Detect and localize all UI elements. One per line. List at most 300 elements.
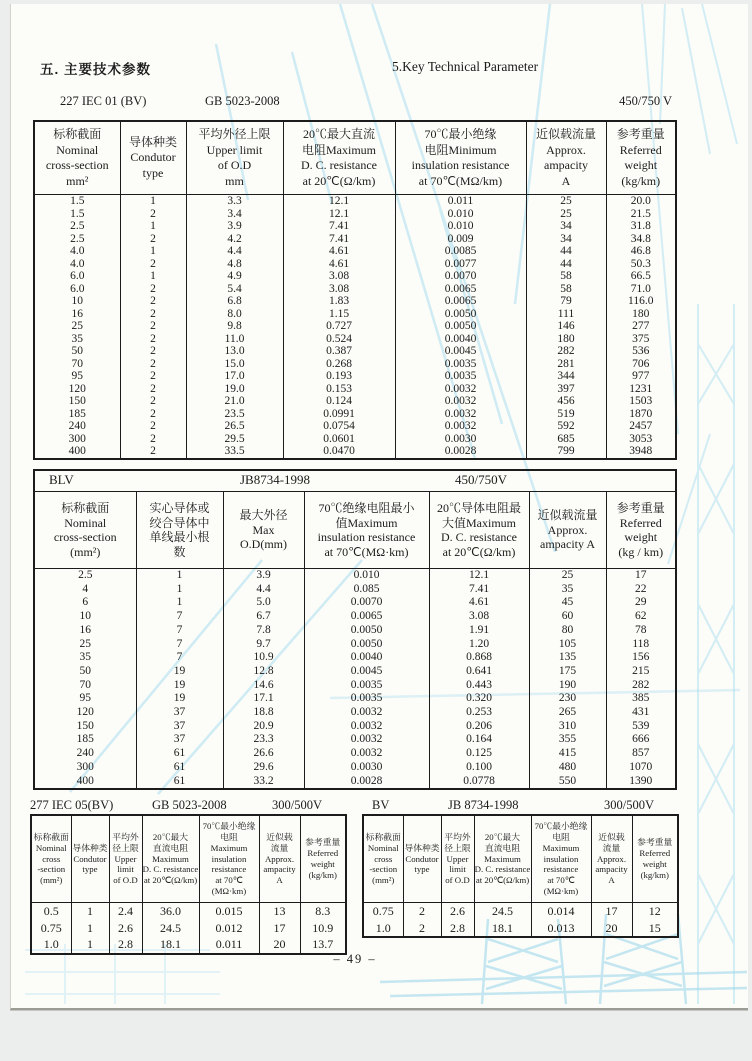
table-cell: 4	[34, 583, 136, 597]
table-cell: 6.7	[223, 610, 304, 624]
table-cell: 7	[136, 624, 223, 638]
table-cell: 29	[606, 596, 676, 610]
table-cell: 0.0601	[283, 433, 395, 446]
table-cell: 20	[259, 936, 300, 954]
table-cell: 0.0070	[395, 270, 526, 283]
column-header: 导体种类 Condutor type	[71, 815, 109, 903]
table-cell: 62	[606, 610, 676, 624]
table-cell: 3.3	[186, 195, 283, 208]
table-cell: 4.8	[186, 258, 283, 271]
table-cell: 17.0	[186, 370, 283, 383]
table-cell: 156	[606, 651, 676, 665]
table-cell: 95	[34, 370, 120, 383]
table-cell: 70	[34, 358, 120, 371]
table-cell: 1870	[606, 408, 676, 421]
table-row	[34, 638, 676, 652]
table-cell: 0.0045	[395, 345, 526, 358]
table-cell: 0.75	[363, 903, 403, 920]
column-header: 参考重量 Referred weight (kg / km)	[606, 492, 676, 569]
table-cell: 0.0085	[395, 245, 526, 258]
table-cell: 1.15	[283, 308, 395, 321]
table-cell: 0.0045	[304, 665, 429, 679]
table-cell: 17	[259, 920, 300, 937]
table-row	[34, 433, 676, 446]
table-cell: 2	[120, 295, 186, 308]
table-cell: 2	[120, 283, 186, 296]
table-row	[34, 583, 676, 597]
table-cell: 3.08	[283, 270, 395, 283]
table-cell: 29.5	[186, 433, 283, 446]
table-cell: 33.2	[223, 775, 304, 790]
table-cell: 9.8	[186, 320, 283, 333]
table-row	[34, 395, 676, 408]
table-cell: 36.0	[142, 903, 199, 920]
table-cell: 2	[120, 320, 186, 333]
table-row	[363, 903, 678, 920]
table-cell: 2	[120, 308, 186, 321]
column-header: 平均外 径上限 Upper limit of O.D	[441, 815, 474, 903]
cable-model: BV	[372, 798, 390, 812]
table-cell: 37	[136, 706, 223, 720]
table-cell: 0.443	[429, 679, 529, 693]
table-cell: 592	[526, 420, 606, 433]
table-row	[34, 720, 676, 734]
table-cell: 300	[34, 433, 120, 446]
table-cell: 0.0035	[304, 679, 429, 693]
table-cell: 0.727	[283, 320, 395, 333]
table-cell: 34	[526, 233, 606, 246]
table-cell: 12	[632, 903, 678, 920]
column-header: 参考重量 Referred weight (kg/km)	[632, 815, 678, 903]
column-header: 最大外径 Max O.D(mm)	[223, 492, 304, 569]
standard-number: JB8734-1998	[240, 472, 311, 487]
table-cell: 0.010	[395, 220, 526, 233]
table-cell: 240	[34, 420, 120, 433]
table-cell: 2.6	[109, 920, 142, 937]
table-cell: 1.5	[34, 195, 120, 208]
table-cell: 3.08	[283, 283, 395, 296]
table-cell: 0.206	[429, 720, 529, 734]
table-cell: 4.2	[186, 233, 283, 246]
column-header: 70℃绝缘电阻最小 值Maximum insulation resistance at 70℃(MΩ·km)	[304, 492, 429, 569]
table-cell: 0.0040	[395, 333, 526, 346]
table-cell: 26.5	[186, 420, 283, 433]
table-cell: 34	[526, 220, 606, 233]
table-cell: 2.8	[109, 936, 142, 954]
table-cell: 46.8	[606, 245, 676, 258]
table-cell: 2	[120, 383, 186, 396]
column-header: 近似载 流量 Approx. ampacity A	[259, 815, 300, 903]
table-cell: 0.0050	[395, 308, 526, 321]
table-cell: 44	[526, 258, 606, 271]
table-cell: 8.3	[300, 903, 346, 920]
table-cell: 66.5	[606, 270, 676, 283]
table-cell: 0.015	[199, 903, 259, 920]
table-cell: 0.014	[531, 903, 591, 920]
table-row	[34, 624, 676, 638]
table-cell: 480	[529, 761, 606, 775]
table-cell: 0.0470	[283, 445, 395, 459]
table-cell: 12.1	[283, 208, 395, 221]
table-cell: 4.4	[186, 245, 283, 258]
table-cell: 2	[120, 258, 186, 271]
table-cell: 10.9	[223, 651, 304, 665]
table-cell: 6	[34, 596, 136, 610]
table-cell: 0.0032	[304, 706, 429, 720]
table-cell: 58	[526, 270, 606, 283]
table-cell: 0.0035	[395, 358, 526, 371]
table-cell: 0.0065	[395, 295, 526, 308]
table-row	[31, 903, 346, 920]
table-cell: 0.164	[429, 733, 529, 747]
header-row	[31, 815, 346, 903]
table-cell: 1.20	[429, 638, 529, 652]
table-cell: 25	[529, 569, 606, 583]
header-row	[363, 815, 678, 903]
table-cell: 0.0032	[395, 383, 526, 396]
table-cell: 2	[120, 208, 186, 221]
column-header: 近似载流量 Approx. ampacity A	[526, 121, 606, 195]
table-cell: 550	[529, 775, 606, 790]
table-row	[34, 747, 676, 761]
table-cell: 150	[34, 395, 120, 408]
table-cell: 230	[529, 692, 606, 706]
table-cell: 26.6	[223, 747, 304, 761]
table-cell: 0.0050	[304, 624, 429, 638]
table-cell: 536	[606, 345, 676, 358]
table-row	[34, 692, 676, 706]
table-row	[34, 283, 676, 296]
table-cell: 25	[526, 195, 606, 208]
header-row	[34, 492, 676, 569]
table-cell: 0.0065	[304, 610, 429, 624]
table-row	[34, 569, 676, 583]
table-cell: 0.0028	[304, 775, 429, 790]
table-cell: 13	[259, 903, 300, 920]
table-cell: 519	[526, 408, 606, 421]
table-cell: 50.3	[606, 258, 676, 271]
column-header: 标称截面 Nominal cross-section mm²	[34, 121, 120, 195]
table-cell: 799	[526, 445, 606, 459]
table-cell: 0.524	[283, 333, 395, 346]
table-cell: 19.0	[186, 383, 283, 396]
standard-number: GB 5023-2008	[152, 798, 227, 812]
cable-model: BLV	[49, 472, 74, 487]
table-cell: 3948	[606, 445, 676, 459]
table-cell: 2.5	[34, 233, 120, 246]
table-cell: 120	[34, 706, 136, 720]
table-cell: 1	[120, 195, 186, 208]
table-row	[34, 358, 676, 371]
table-cell: 3053	[606, 433, 676, 446]
table-cell: 12.1	[283, 195, 395, 208]
table-cell: 23.3	[223, 733, 304, 747]
table-cell: 45	[529, 596, 606, 610]
column-header: 平均外 径上限 Upper limit of O.D	[109, 815, 142, 903]
table-cell: 2.5	[34, 220, 120, 233]
table-row	[34, 345, 676, 358]
table-cell: 12.8	[223, 665, 304, 679]
table-cell: 0.0065	[395, 283, 526, 296]
table-cell: 7.41	[283, 220, 395, 233]
table-cell: 265	[529, 706, 606, 720]
table-cell: 685	[526, 433, 606, 446]
table-row	[34, 665, 676, 679]
table-cell: 857	[606, 747, 676, 761]
table-cell: 37	[136, 733, 223, 747]
table-cell: 111	[526, 308, 606, 321]
table-cell: 50	[34, 665, 136, 679]
table-cell: 0.0032	[304, 733, 429, 747]
table-cell: 35	[34, 333, 120, 346]
table-cell: 7	[136, 638, 223, 652]
table-cell: 706	[606, 358, 676, 371]
table-cell: 215	[606, 665, 676, 679]
table-row	[34, 295, 676, 308]
table-cell: 5.0	[223, 596, 304, 610]
table-cell: 2	[120, 345, 186, 358]
table-cell: 0.012	[199, 920, 259, 937]
table-row	[34, 195, 676, 208]
table-cell: 35	[34, 651, 136, 665]
table-cell: 277	[606, 320, 676, 333]
table-cell: 1.5	[34, 208, 120, 221]
table-cell: 0.0030	[395, 433, 526, 446]
table-cell: 1	[71, 920, 109, 937]
table-cell: 175	[529, 665, 606, 679]
table-cell: 2.6	[441, 903, 474, 920]
table-cell: 0.0032	[395, 408, 526, 421]
table-cell: 1	[120, 270, 186, 283]
table-cell: 1	[120, 220, 186, 233]
table-cell: 2	[120, 408, 186, 421]
column-header: 20℃导体电阻最 大值Maximum D. C. resistance at 20℃(Ω/km)	[429, 492, 529, 569]
table-cell: 0.100	[429, 761, 529, 775]
table-cell: 95	[34, 692, 136, 706]
table-cell: 1	[136, 583, 223, 597]
column-header: 近似载 流量 Approx. ampacity A	[591, 815, 632, 903]
table-cell: 34.8	[606, 233, 676, 246]
technical-parameter-table-3	[30, 814, 347, 955]
table-cell: 78	[606, 624, 676, 638]
table-row	[34, 333, 676, 346]
table-cell: 0.124	[283, 395, 395, 408]
table-cell: 282	[526, 345, 606, 358]
table-cell: 456	[526, 395, 606, 408]
table-cell: 22	[606, 583, 676, 597]
table-cell: 397	[526, 383, 606, 396]
table-cell: 16	[34, 308, 120, 321]
table-cell: 44	[526, 245, 606, 258]
voltage-rating: 300/500V	[604, 798, 654, 812]
voltage-rating: 450/750 V	[619, 94, 672, 108]
table-cell: 2	[120, 445, 186, 459]
table-cell: 18.1	[142, 936, 199, 954]
table-cell: 0.0032	[304, 747, 429, 761]
table-cell: 17	[606, 569, 676, 583]
table-cell: 0.010	[395, 208, 526, 221]
table-cell: 375	[606, 333, 676, 346]
table-cell: 37	[136, 720, 223, 734]
table-cell: 21.5	[606, 208, 676, 221]
table-cell: 1	[120, 245, 186, 258]
table-cell: 7	[136, 651, 223, 665]
table-cell: 7.41	[283, 233, 395, 246]
table-cell: 18.1	[474, 920, 531, 938]
table-cell: 19	[136, 665, 223, 679]
column-header: 70℃最小绝缘 电阻Minimum insulation resistance at 70℃(MΩ/km)	[395, 121, 526, 195]
table-cell: 0.5	[31, 903, 71, 920]
column-header: 标称截面 Nominal cross -section (mm²)	[363, 815, 403, 903]
table-cell: 2	[120, 395, 186, 408]
table-cell: 31.8	[606, 220, 676, 233]
table-cell: 4.9	[186, 270, 283, 283]
table-cell: 60	[529, 610, 606, 624]
table-cell: 2457	[606, 420, 676, 433]
table-cell: 10	[34, 295, 120, 308]
table-cell: 116.0	[606, 295, 676, 308]
table-cell: 0.010	[304, 569, 429, 583]
standard-number: JB 8734-1998	[448, 798, 519, 812]
column-header: 20℃最大 直流电阻 Maximum D. C. resistance at 20℃(Ω/km)	[474, 815, 531, 903]
table-cell: 118	[606, 638, 676, 652]
column-header: 参考重量 Referred weight (kg/km)	[300, 815, 346, 903]
column-header: 20℃最大直流 电阻Maximum D. C. resistance at 20℃(Ω/km)	[283, 121, 395, 195]
table-cell: 25	[34, 638, 136, 652]
table-cell: 150	[34, 720, 136, 734]
table-cell: 0.011	[199, 936, 259, 954]
table2-title-row	[34, 470, 676, 492]
voltage-rating: 300/500V	[272, 798, 322, 812]
table-cell: 105	[529, 638, 606, 652]
table-cell: 355	[529, 733, 606, 747]
table-row	[34, 420, 676, 433]
table-cell: 1.83	[283, 295, 395, 308]
table-cell: 5.4	[186, 283, 283, 296]
table-row	[31, 936, 346, 954]
table-cell: 0.0077	[395, 258, 526, 271]
technical-parameter-table-1	[33, 120, 677, 460]
table-row	[34, 258, 676, 271]
table-cell: 11.0	[186, 333, 283, 346]
table-cell: 61	[136, 761, 223, 775]
header-row	[34, 121, 676, 195]
table-cell: 240	[34, 747, 136, 761]
table-cell: 21.0	[186, 395, 283, 408]
table-cell: 20.9	[223, 720, 304, 734]
table-cell: 120	[34, 383, 120, 396]
table-cell: 14.6	[223, 679, 304, 693]
table-row	[34, 775, 676, 790]
table-cell: 0.268	[283, 358, 395, 371]
table-cell: 2.5	[34, 569, 136, 583]
table-cell: 71.0	[606, 283, 676, 296]
table-cell: 29.6	[223, 761, 304, 775]
table-cell: 1	[71, 936, 109, 954]
table-row	[34, 233, 676, 246]
table-cell: 185	[34, 408, 120, 421]
table-cell: 1.0	[363, 920, 403, 938]
table-cell: 415	[529, 747, 606, 761]
column-header: 参考重量 Referred weight (kg/km)	[606, 121, 676, 195]
table-cell: 2	[120, 333, 186, 346]
table-cell: 0.193	[283, 370, 395, 383]
table-cell: 190	[529, 679, 606, 693]
table-cell: 2	[120, 233, 186, 246]
table-cell: 0.0778	[429, 775, 529, 790]
table-cell: 135	[529, 651, 606, 665]
table-cell: 3.9	[223, 569, 304, 583]
table-row	[34, 679, 676, 693]
table-cell: 0.253	[429, 706, 529, 720]
table-cell: 0.013	[531, 920, 591, 938]
table-cell: 70	[34, 679, 136, 693]
table-row	[31, 920, 346, 937]
table-cell: 4.61	[429, 596, 529, 610]
table-cell: 3.4	[186, 208, 283, 221]
table-cell: 281	[526, 358, 606, 371]
table-cell: 2	[120, 420, 186, 433]
table-cell: 0.0040	[304, 651, 429, 665]
technical-parameter-table-4	[362, 814, 679, 938]
column-header: 导体种类 Condutor type	[403, 815, 441, 903]
table-cell: 0.0991	[283, 408, 395, 421]
table-row	[34, 408, 676, 421]
table-cell: 1231	[606, 383, 676, 396]
table-cell: 2.8	[441, 920, 474, 938]
table-cell: 10	[34, 610, 136, 624]
column-header: 标称截面 Nominal cross -section (mm²)	[31, 815, 71, 903]
section-title-en: 5.Key Technical Parameter	[392, 59, 539, 74]
table-cell: 18.8	[223, 706, 304, 720]
table-cell: 3.9	[186, 220, 283, 233]
table-cell: 1.0	[31, 936, 71, 954]
table-cell: 400	[34, 445, 120, 459]
table-cell: 35	[529, 583, 606, 597]
table-row	[34, 320, 676, 333]
table-cell: 4.0	[34, 258, 120, 271]
table-cell: 0.153	[283, 383, 395, 396]
table-row	[34, 270, 676, 283]
table-cell: 2	[120, 358, 186, 371]
table-cell: 539	[606, 720, 676, 734]
column-header: 20℃最大 直流电阻 Maximum D. C. resistance at 20℃(Ω/km)	[142, 815, 199, 903]
table-cell: 1070	[606, 761, 676, 775]
table-cell: 1	[136, 596, 223, 610]
table-cell: 0.0032	[304, 720, 429, 734]
table-cell: 385	[606, 692, 676, 706]
column-header: 近似载流量 Approx. ampacity A	[529, 492, 606, 569]
table-row	[34, 308, 676, 321]
table-cell: 80	[529, 624, 606, 638]
table-cell: 0.0754	[283, 420, 395, 433]
column-header: 平均外径上限 Upper limit of O.D mm	[186, 121, 283, 195]
table-cell: 1	[71, 903, 109, 920]
technical-parameter-table-2	[33, 469, 677, 790]
table-cell: 9.7	[223, 638, 304, 652]
table-cell: 146	[526, 320, 606, 333]
table-cell: 0.0030	[304, 761, 429, 775]
table-cell: 0.0035	[304, 692, 429, 706]
table-cell: 6.0	[34, 283, 120, 296]
table-cell: 8.0	[186, 308, 283, 321]
table-cell: 0.387	[283, 345, 395, 358]
table-cell: 0.009	[395, 233, 526, 246]
table-cell: 12.1	[429, 569, 529, 583]
table-row	[34, 706, 676, 720]
table-cell: 13.7	[300, 936, 346, 954]
table-row	[34, 610, 676, 624]
